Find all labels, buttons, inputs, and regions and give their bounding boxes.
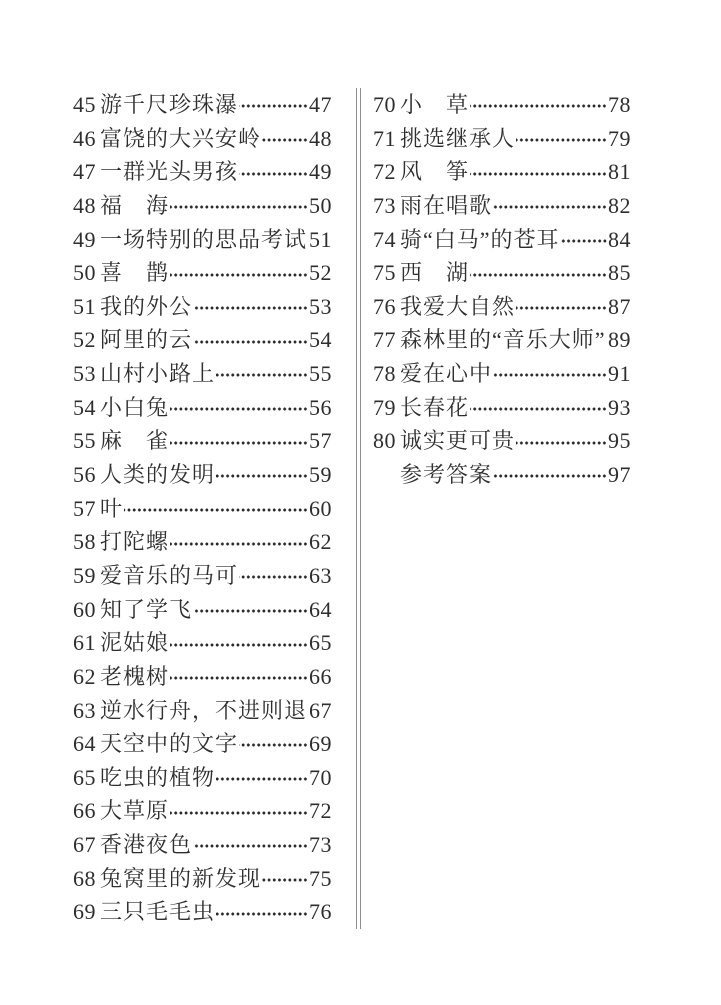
entry-number: 60 bbox=[73, 596, 96, 622]
entry-page-number: 65 bbox=[309, 630, 332, 656]
entry-number: 56 bbox=[73, 462, 96, 488]
dot-leader bbox=[216, 473, 308, 479]
entry-title: 泥姑娘 bbox=[100, 630, 170, 656]
entry-number: 67 bbox=[73, 832, 96, 858]
dot-leader bbox=[193, 608, 308, 614]
entry-number: 70 bbox=[373, 92, 396, 117]
entry-page-number: 60 bbox=[309, 495, 332, 521]
entry-number: 77 bbox=[373, 327, 396, 353]
entry-number: 68 bbox=[73, 865, 96, 891]
toc-entry bbox=[73, 88, 332, 122]
entry-number: 58 bbox=[73, 529, 96, 555]
entry-title: 小白兔 bbox=[100, 394, 170, 420]
dot-leader bbox=[170, 642, 308, 648]
entry-title: 逆水行舟，不进则退 bbox=[100, 697, 308, 723]
entry-title: 山村小路上 bbox=[100, 361, 216, 387]
toc-entry bbox=[373, 290, 631, 324]
dot-leader bbox=[239, 574, 308, 580]
dot-leader bbox=[193, 305, 308, 311]
entry-number: 65 bbox=[73, 764, 96, 790]
entry-number: 50 bbox=[73, 260, 96, 286]
entry-title: 叶 bbox=[100, 495, 124, 521]
entry-title: 小 草 bbox=[400, 92, 470, 117]
dot-leader bbox=[470, 406, 607, 412]
entry-page-number: 73 bbox=[309, 832, 332, 858]
toc-entry bbox=[73, 694, 332, 728]
dot-leader bbox=[124, 507, 308, 513]
entry-page-number: 95 bbox=[608, 428, 631, 454]
entry-page-number: 47 bbox=[309, 92, 332, 117]
entry-title: 阿里的云 bbox=[100, 327, 193, 353]
entry-page-number: 51 bbox=[309, 226, 333, 252]
toc-entry bbox=[73, 391, 332, 425]
entry-title: 兔窝里的新发现 bbox=[100, 865, 262, 891]
entry-number: 74 bbox=[373, 226, 396, 252]
toc-entry bbox=[73, 559, 332, 593]
toc-entry bbox=[373, 155, 631, 189]
entry-page-number: 50 bbox=[309, 192, 332, 218]
entry-number: 62 bbox=[73, 663, 96, 689]
dot-leader bbox=[239, 742, 308, 748]
dot-leader bbox=[262, 877, 308, 883]
entry-number: 72 bbox=[373, 159, 396, 185]
entry-page-number: 97 bbox=[608, 462, 631, 488]
toc-entry bbox=[373, 88, 631, 122]
dot-leader bbox=[493, 473, 607, 479]
entry-number: 45 bbox=[73, 92, 96, 117]
entry-title: 长春花 bbox=[400, 394, 470, 420]
entry-page-number: 93 bbox=[608, 394, 631, 420]
entry-title: 大草原 bbox=[100, 798, 170, 824]
dot-leader bbox=[493, 204, 607, 210]
toc-entry bbox=[373, 458, 631, 492]
dot-leader bbox=[262, 137, 308, 143]
entry-title: 诚实更可贵 bbox=[400, 428, 516, 454]
toc-entry bbox=[73, 290, 332, 324]
toc-entry bbox=[73, 357, 332, 391]
toc-entry bbox=[73, 626, 332, 660]
entry-number: 71 bbox=[373, 125, 396, 151]
toc-entry bbox=[373, 256, 631, 290]
entry-number: 79 bbox=[373, 394, 396, 420]
toc-entry bbox=[73, 862, 332, 896]
dot-leader bbox=[170, 440, 308, 446]
entry-title: 我爱大自然 bbox=[400, 293, 516, 319]
toc-entry bbox=[73, 828, 332, 862]
entry-page-number: 78 bbox=[608, 92, 631, 117]
entry-number: 73 bbox=[373, 192, 396, 218]
entry-page-number: 56 bbox=[309, 394, 332, 420]
toc-column-left bbox=[73, 88, 332, 929]
entry-page-number: 64 bbox=[309, 596, 332, 622]
entry-title: 雨在唱歌 bbox=[400, 192, 493, 218]
entry-number: 52 bbox=[73, 327, 96, 353]
entry-title: 我的外公 bbox=[100, 293, 193, 319]
toc-column-right bbox=[373, 88, 631, 492]
entry-page-number: 84 bbox=[608, 226, 631, 252]
dot-leader bbox=[170, 810, 308, 816]
dot-leader bbox=[170, 406, 308, 412]
entry-page-number: 89 bbox=[608, 327, 631, 353]
entry-page-number: 57 bbox=[309, 428, 332, 454]
entry-number: 55 bbox=[73, 428, 96, 454]
entry-title: 西 湖 bbox=[400, 260, 470, 286]
dot-leader bbox=[216, 776, 308, 782]
entry-number: 61 bbox=[73, 630, 96, 656]
toc-entry bbox=[73, 660, 332, 694]
entry-number: 51 bbox=[73, 293, 96, 319]
entry-title: 骑“白马”的苍耳 bbox=[400, 226, 560, 252]
dot-leader bbox=[170, 272, 308, 278]
toc-entry bbox=[73, 761, 332, 795]
entry-page-number: 91 bbox=[608, 361, 631, 387]
entry-title: 知了学飞 bbox=[100, 596, 193, 622]
entry-page-number: 52 bbox=[309, 260, 332, 286]
entry-number: 47 bbox=[73, 159, 96, 185]
entry-page-number: 82 bbox=[608, 192, 631, 218]
entry-number: 66 bbox=[73, 798, 96, 824]
entry-page-number: 63 bbox=[309, 562, 332, 588]
entry-page-number: 67 bbox=[309, 697, 333, 723]
entry-title: 打陀螺 bbox=[100, 529, 170, 555]
toc-entry bbox=[73, 256, 332, 290]
entry-page-number: 53 bbox=[309, 293, 332, 319]
dot-leader bbox=[516, 440, 607, 446]
entry-title: 爱在心中 bbox=[400, 361, 493, 387]
entry-number: 78 bbox=[373, 361, 396, 387]
toc-entry bbox=[73, 458, 332, 492]
toc-entry bbox=[73, 492, 332, 526]
entry-title: 三只毛毛虫 bbox=[100, 899, 216, 925]
entry-page-number: 76 bbox=[309, 899, 332, 925]
dot-leader bbox=[470, 103, 607, 109]
entry-page-number: 59 bbox=[309, 462, 332, 488]
entry-title: 喜 鹊 bbox=[100, 260, 170, 286]
entry-title: 森林里的“音乐大师” bbox=[400, 327, 606, 353]
toc-entry bbox=[73, 122, 332, 156]
entry-title: 人类的发明 bbox=[100, 462, 216, 488]
entry-number: 75 bbox=[373, 260, 396, 286]
toc-entry bbox=[73, 223, 332, 257]
entry-title: 挑选继承人 bbox=[400, 125, 516, 151]
entry-title: 福 海 bbox=[100, 192, 170, 218]
toc-entry bbox=[373, 122, 631, 156]
entry-page-number: 87 bbox=[608, 293, 631, 319]
dot-leader bbox=[193, 843, 308, 849]
entry-page-number: 75 bbox=[309, 865, 332, 891]
dot-leader bbox=[470, 272, 607, 278]
entry-number: 54 bbox=[73, 394, 96, 420]
toc-entry bbox=[73, 593, 332, 627]
entry-title: 游千尺珍珠瀑 bbox=[100, 92, 239, 117]
entry-page-number: 55 bbox=[309, 361, 332, 387]
entry-title: 一场特别的思品考试 bbox=[100, 226, 308, 252]
entry-title: 老槐树 bbox=[100, 663, 170, 689]
entry-title: 风 筝 bbox=[400, 159, 470, 185]
entry-number: 46 bbox=[73, 125, 96, 151]
entry-page-number: 79 bbox=[608, 125, 631, 151]
entry-page-number: 70 bbox=[309, 764, 332, 790]
entry-title: 香港夜色 bbox=[100, 832, 193, 858]
entry-page-number: 48 bbox=[309, 125, 332, 151]
dot-leader bbox=[216, 372, 308, 378]
toc-entry bbox=[373, 424, 631, 458]
entry-title: 天空中的文字 bbox=[100, 731, 239, 757]
toc-entry bbox=[373, 357, 631, 391]
toc-entry bbox=[73, 895, 332, 929]
entry-page-number: 69 bbox=[309, 731, 332, 757]
toc-entry bbox=[373, 223, 631, 257]
toc-entry bbox=[73, 155, 332, 189]
dot-leader bbox=[516, 137, 607, 143]
dot-leader bbox=[493, 372, 607, 378]
dot-leader bbox=[170, 541, 308, 547]
dot-leader bbox=[170, 204, 308, 210]
entry-title: 爱音乐的马可 bbox=[100, 562, 239, 588]
entry-page-number: 85 bbox=[608, 260, 631, 286]
entry-number: 63 bbox=[73, 697, 96, 723]
entry-title: 吃虫的植物 bbox=[100, 764, 216, 790]
toc-entry bbox=[373, 391, 631, 425]
toc-entry bbox=[373, 323, 631, 357]
dot-leader bbox=[239, 171, 308, 177]
entry-number: 49 bbox=[73, 226, 96, 252]
entry-number: 80 bbox=[373, 428, 396, 454]
entry-number: 53 bbox=[73, 361, 96, 387]
entry-page-number: 72 bbox=[309, 798, 332, 824]
entry-number: 76 bbox=[373, 293, 396, 319]
toc-entry bbox=[73, 189, 332, 223]
entry-page-number: 66 bbox=[309, 663, 332, 689]
entry-number: 64 bbox=[73, 731, 96, 757]
dot-leader bbox=[561, 238, 607, 244]
entry-page-number: 49 bbox=[309, 159, 332, 185]
entry-number: 57 bbox=[73, 495, 96, 521]
dot-leader bbox=[170, 675, 308, 681]
dot-leader bbox=[470, 171, 607, 177]
toc-entry bbox=[73, 424, 332, 458]
toc-entry bbox=[73, 727, 332, 761]
entry-number: 69 bbox=[73, 899, 96, 925]
column-divider bbox=[356, 88, 361, 929]
dot-leader bbox=[516, 305, 607, 311]
entry-title: 麻 雀 bbox=[100, 428, 170, 454]
entry-page-number: 62 bbox=[309, 529, 332, 555]
toc-entry bbox=[373, 189, 631, 223]
entry-title: 富饶的大兴安岭 bbox=[100, 125, 262, 151]
entry-title: 参考答案 bbox=[400, 462, 493, 488]
toc-entry bbox=[73, 525, 332, 559]
toc-entry bbox=[73, 323, 332, 357]
entry-page-number: 81 bbox=[608, 159, 631, 185]
entry-number: 48 bbox=[73, 192, 96, 218]
dot-leader bbox=[193, 339, 308, 345]
entry-number: 59 bbox=[73, 562, 96, 588]
dot-leader bbox=[239, 103, 308, 109]
toc-entry bbox=[73, 794, 332, 828]
dot-leader bbox=[216, 911, 308, 917]
entry-page-number: 54 bbox=[309, 327, 332, 353]
entry-title: 一群光头男孩 bbox=[100, 159, 239, 185]
